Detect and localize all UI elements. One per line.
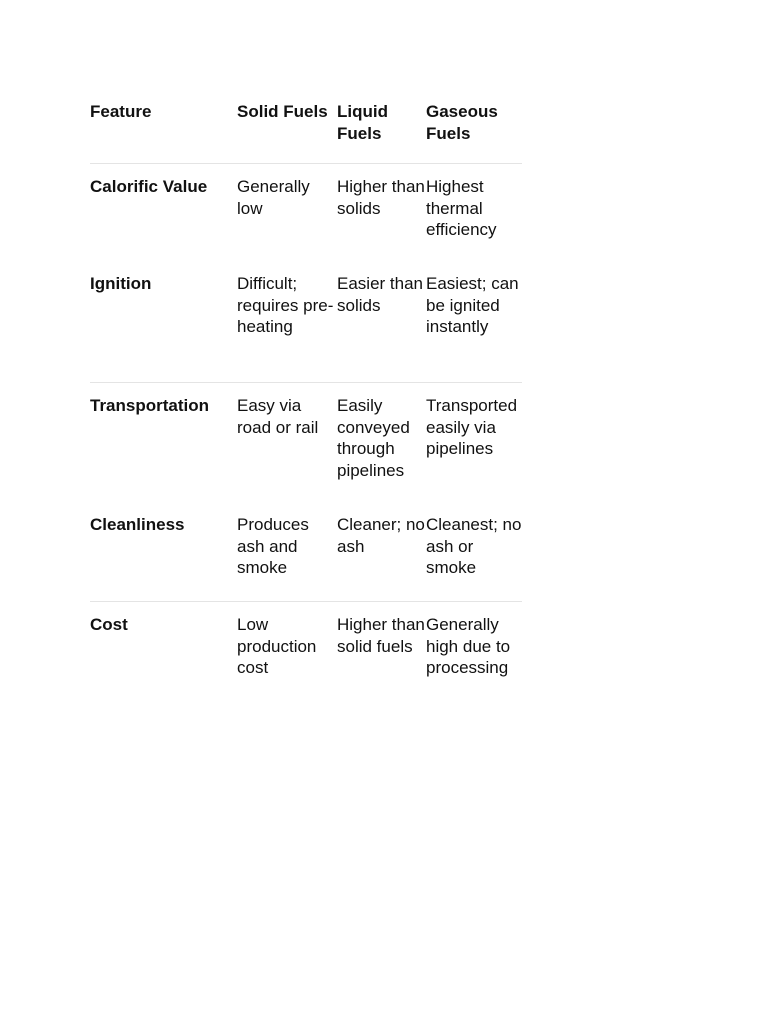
cell-solid: Generally low [237,177,310,218]
cell-gaseous: Cleanest; no ash or smoke [426,515,522,577]
cell-liquid: Easier than solids [337,274,423,315]
cell-liquid: Easily conveyed through pipelines [337,396,410,480]
cell-liquid: Higher than solids [337,177,425,218]
header-solid-fuels: Solid Fuels [237,102,328,121]
cell-gaseous: Easiest; can be ignited instantly [426,274,519,336]
table-row [90,263,522,382]
table-row [90,163,522,263]
header-gaseous-fuels: Gaseous Fuels [426,102,498,143]
cell-liquid: Cleaner; no ash [337,515,425,556]
row-feature-label: Calorific Value [90,177,208,196]
cell-solid: Difficult; requires pre-heating [237,274,334,336]
cell-solid: Produces ash and smoke [237,515,309,577]
table-row [90,601,522,704]
header-liquid-fuels: Liquid Fuels [337,102,388,143]
table-row [90,502,522,601]
row-feature-label: Cost [90,615,128,634]
cell-liquid: Higher than solid fuels [337,615,425,656]
cell-solid: Low production cost [237,615,317,677]
table-row [90,382,522,502]
header-feature: Feature [90,102,152,121]
row-feature-label: Ignition [90,274,152,293]
fuel-comparison-table [90,100,522,704]
cell-gaseous: Transported easily via pipelines [426,396,518,458]
row-feature-label: Cleanliness [90,515,185,534]
row-feature-label: Transportation [90,396,210,415]
cell-solid: Easy via road or rail [237,396,319,437]
table-header-row [90,100,522,163]
cell-gaseous: Highest thermal efficiency [426,177,497,239]
cell-gaseous: Generally high due to processing [426,615,511,677]
